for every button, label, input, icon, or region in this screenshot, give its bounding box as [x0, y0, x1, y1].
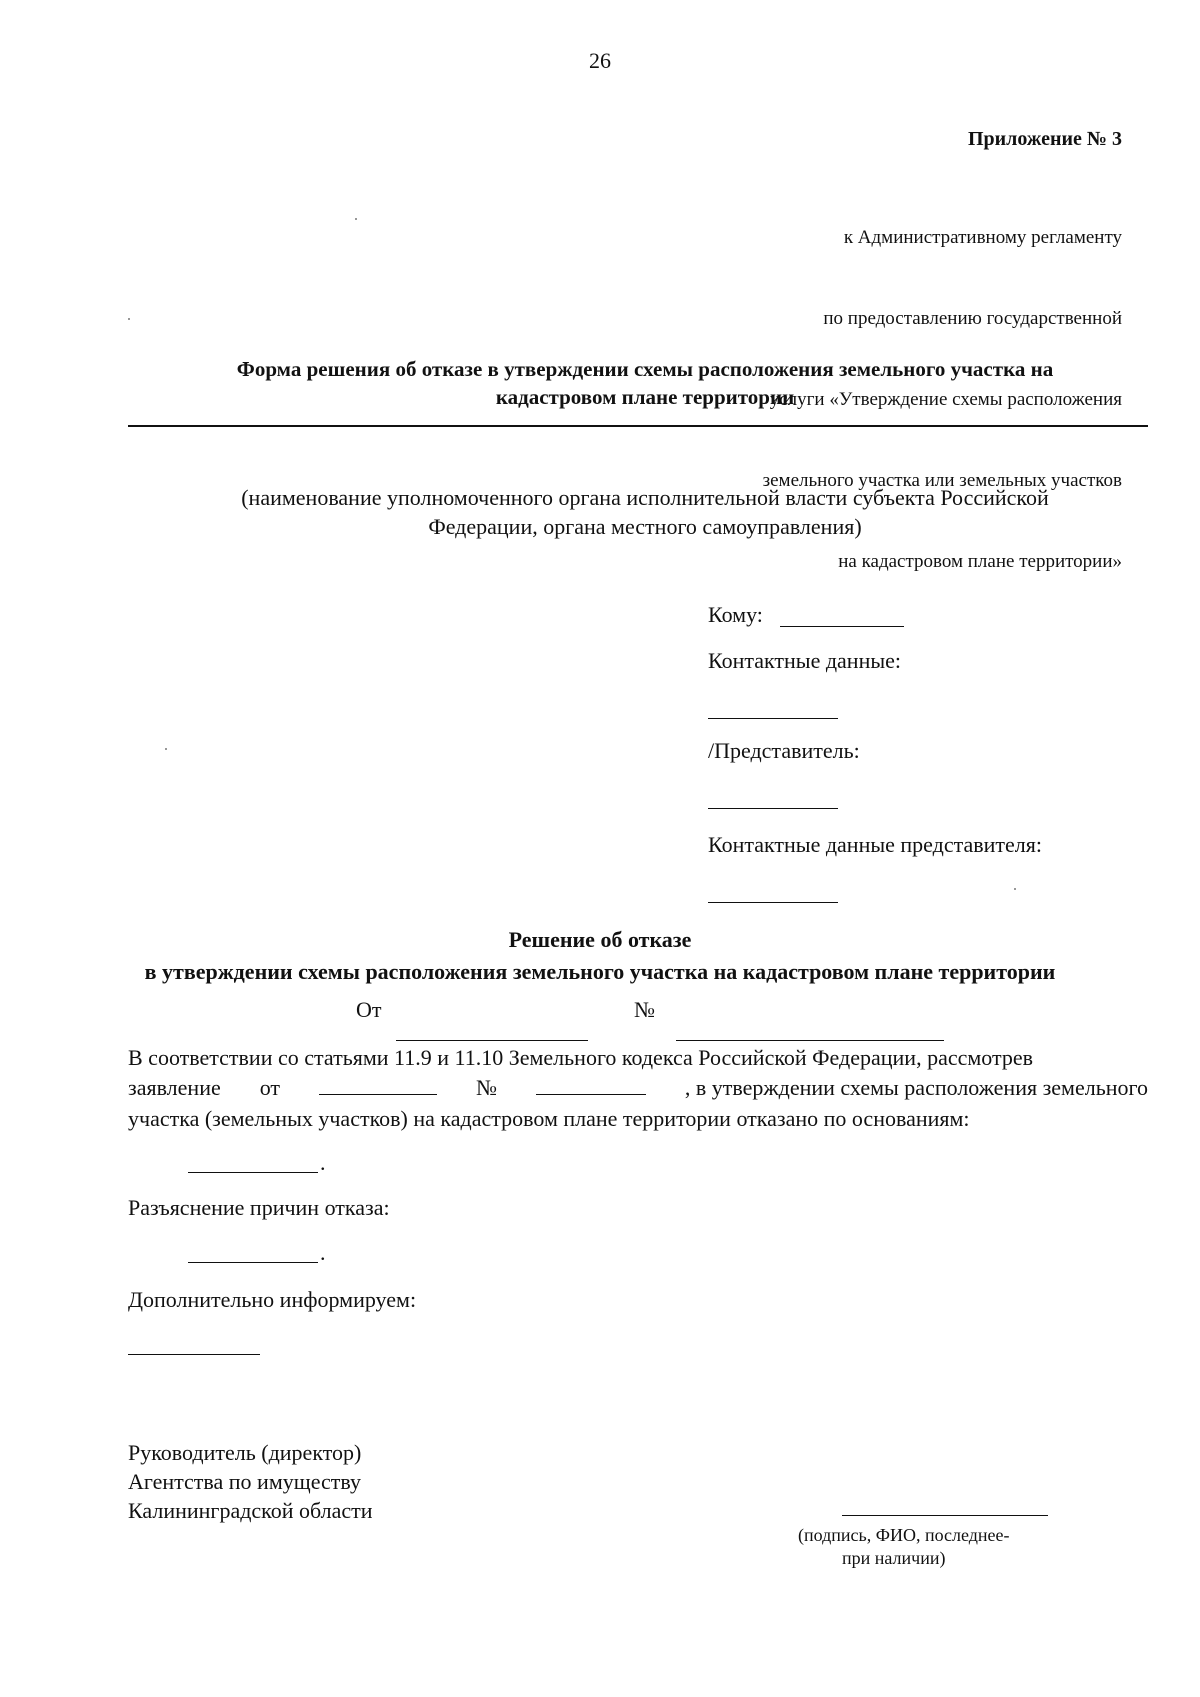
signature-caption [798, 1524, 1010, 1570]
representative-blank [708, 808, 838, 809]
appendix-note-line: услуги «Утверждение схемы расположения [769, 389, 1122, 410]
rep-contacts-blank [708, 902, 838, 903]
application-number-blank [536, 1094, 646, 1095]
appendix-note-line: на кадастровом плане территории» [838, 551, 1122, 572]
to-label: Кому: [708, 602, 763, 627]
reasons-explanation-label: Разъяснение причин отказа: [128, 1195, 390, 1220]
body-line-3: участка (земельных участков) на кадастровом плане территории отказано по основаниям: [128, 1106, 970, 1131]
body-line-2-tail: , в утверждении схемы расположения земельного [684, 1075, 1148, 1100]
contacts-blank [708, 718, 838, 719]
scan-speck [355, 218, 357, 220]
application-from-label: от [259, 1075, 281, 1100]
application-label: заявление [128, 1075, 221, 1100]
additional-info-blank [128, 1354, 260, 1355]
application-date-blank [319, 1094, 437, 1095]
decision-title-line: в утверждении схемы расположения земельного участка на кадастровом плане территории [144, 959, 1056, 984]
rep-contacts-label: Контактные данные представителя: [708, 832, 1042, 857]
appendix-note-line: к Административному регламенту [843, 227, 1122, 248]
body-line-1: В соответствии со статьями 11.9 и 11.10 Земельного кодекса Российской Федерации, рассмотрев [128, 1045, 1034, 1070]
org-name-line [128, 425, 1148, 427]
scan-speck [1014, 888, 1016, 890]
from-label: От [356, 997, 382, 1022]
to-blank [780, 626, 904, 627]
form-title [130, 355, 1160, 411]
number-blank [676, 1040, 944, 1041]
grounds-blank [188, 1172, 318, 1173]
decision-title [0, 924, 1200, 988]
form-title-line: Форма решения об отказе в утверждении схемы расположения земельного участка на [236, 357, 1054, 381]
org-caption-line: Федерации, органа местного самоуправления) [428, 514, 862, 539]
application-number-label: № [475, 1075, 497, 1100]
appendix-title: Приложение № 3 [967, 128, 1122, 150]
signature-blank [842, 1515, 1048, 1516]
from-blank [396, 1040, 588, 1041]
additional-info-label: Дополнительно информируем: [128, 1287, 417, 1312]
number-label: № [634, 997, 655, 1022]
appendix-note-line: по предоставлению государственной [823, 308, 1122, 329]
signatory-line: Агентства по имуществу [128, 1469, 362, 1494]
signatory-block [128, 1438, 373, 1525]
reasons-dot: . [320, 1240, 326, 1265]
scan-speck [165, 748, 167, 750]
representative-label: /Представитель: [708, 738, 860, 763]
contacts-label: Контактные данные: [708, 648, 901, 673]
appendix-note-line: земельного участка или земельных участков [762, 470, 1122, 491]
decision-title-line: Решение об отказе [508, 927, 692, 952]
page-number: 26 [589, 48, 611, 73]
org-name-caption [130, 483, 1160, 541]
reasons-blank [188, 1262, 318, 1263]
grounds-dot: . [320, 1150, 326, 1175]
form-title-line: кадастровом плане территории [495, 385, 795, 409]
signatory-line: Руководитель (директор) [128, 1440, 362, 1465]
scan-speck [128, 318, 130, 320]
signatory-line: Калининградской области [128, 1498, 373, 1523]
org-caption-line: (наименование уполномоченного органа исполнительной власти субъекта Российской [241, 485, 1049, 510]
signature-caption-line: (подпись, ФИО, последнее- [798, 1525, 1010, 1545]
body-line-2 [128, 1074, 1148, 1102]
signature-caption-line: при наличии) [842, 1548, 946, 1568]
